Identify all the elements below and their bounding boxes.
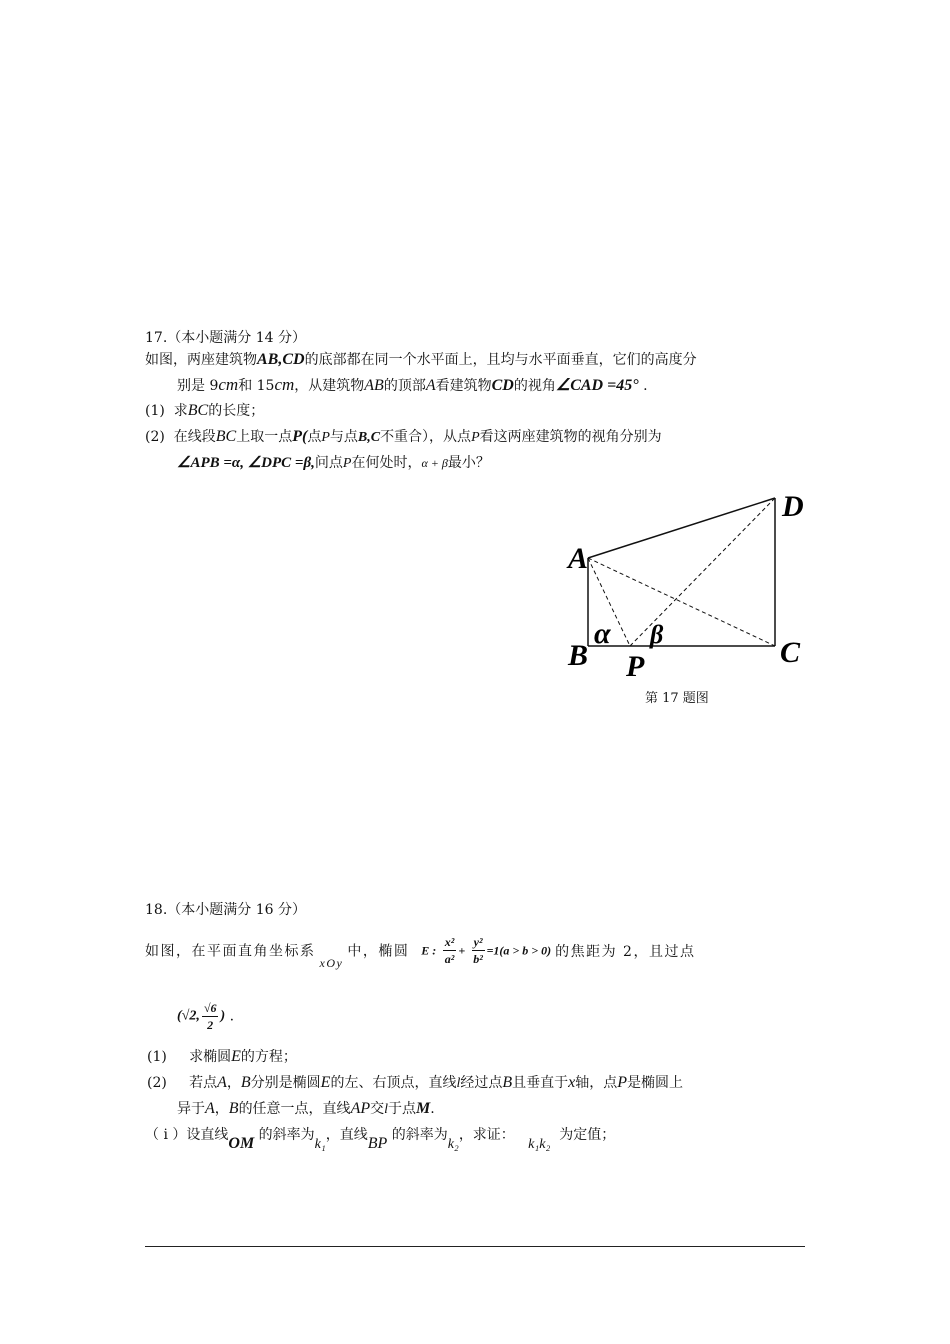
label-b: B [568,639,589,672]
q18-text: 设直线 [186,1127,229,1143]
q18-math-om: OM [228,1135,255,1152]
q18-math-k2: k₂ [447,1137,459,1152]
q17-text: 的长度； [208,403,265,419]
q18-part2-number: (2) [147,1075,167,1091]
q17-text: 的视角 [513,378,556,394]
q17-text: 求 [173,403,188,419]
q17-part1-number: (1) [145,403,165,419]
q18-text: 求椭圆 [189,1049,232,1065]
q17-text: 上取一点 [236,429,293,445]
q18-math-xoy: xOy [319,955,344,970]
q18-text: 经过点 [460,1075,503,1091]
q18-text: 若点 [189,1075,218,1091]
q17-unit-cm: cm [274,375,295,394]
q18-part-i [145,1124,615,1153]
q18-text: 的焦距为 2，且过点 [555,943,696,960]
q18-part2-line2 [177,1098,435,1118]
label-beta: β [650,620,664,649]
fraction-numerator: x² [444,935,455,949]
q17-math-bc: BC [187,402,209,419]
q18-math-rhs: =1(a > b > 0) [486,943,552,958]
q18-math-x: x [568,1074,576,1091]
q18-line1 [145,934,695,971]
q18-math-plus: + [458,943,466,958]
fraction-x2-a2 [443,934,457,967]
q18-math-b: B [502,1074,513,1091]
q18-math-b: B [240,1074,251,1091]
fraction-numerator: √6 [203,1001,217,1015]
q17-text: 看这两座建筑物的视角分别为 [479,429,662,445]
q17-math-p: P [342,456,352,471]
q18-math-k1: k₁ [314,1137,326,1152]
q18-text: 的斜率为 [391,1127,448,1143]
label-a: A [568,542,589,575]
q17-line1 [145,349,697,369]
label-c: C [780,636,801,669]
q17-text: 的底部都在同一个水平面上，且均与水平面垂直，它们的高度分 [304,352,697,368]
q18-math-point-open: (√2, [177,1008,200,1024]
q18-math-e: E [231,1048,241,1065]
q17-unit-cm: cm [218,375,239,394]
q18-math-bp: BP [367,1135,388,1152]
q18-math-e: E : [421,943,437,958]
q17-math-bc: BC [215,428,237,445]
q17-math-b-c: B,C [357,430,381,445]
q18-text: 轴，点 [575,1075,618,1091]
q18-text: 且垂直于 [512,1075,569,1091]
q18-part2-line1 [147,1072,683,1092]
q18-math-l: l [384,1102,388,1117]
q17-math-a: A [425,377,436,394]
q18-text: 于点 [388,1101,416,1117]
q17-math-p: P [321,430,330,445]
q17-text: . [643,378,648,394]
dashed-ac [588,558,775,646]
q17-math-angles: ∠APB =α, ∠DPC =β, [177,455,315,471]
q18-ellipse-equation [421,934,551,967]
q17-math-p: P( [292,428,308,445]
q18-point [177,1000,234,1033]
q17-header: 17.（本小题满分 14 分） [145,330,306,346]
q18-text: ， [214,1101,229,1117]
q17-text: 问点 [314,455,343,471]
q17-text: 点 [307,429,322,445]
q18-text: 如图，在平面直角坐标系 [145,943,316,960]
q18-math-ap: AP [350,1100,371,1117]
q18-header: 18.（本小题满分 16 分） [145,902,306,918]
q18-text: . [430,1101,435,1117]
q18-text: 交 [370,1101,385,1117]
q18-text: . [229,1008,235,1025]
q17-text: 最小？ [447,455,490,471]
fraction-denominator: b² [473,952,483,966]
q17-text: 在何处时， [351,455,422,471]
footer-rule [145,1246,805,1247]
q17-text: 别是 9 [177,378,219,394]
q17-text: 在线段 [173,429,216,445]
q17-math-p: P [471,430,480,445]
q18-math-l: l [456,1076,461,1091]
q18-math-k1k2: k₁k₂ [528,1137,551,1152]
q18-text: 的斜率为 [258,1127,315,1143]
fraction-sqrt6-2 [202,1000,219,1033]
q17-part2-number: (2) [145,429,165,445]
fraction-denominator: a² [444,952,455,966]
q18-text: 的任意一点，直线 [238,1101,351,1117]
q18-part1-number: (1) [147,1049,167,1065]
q18-text: ， [226,1075,241,1091]
q18-text: ，直线 [325,1127,368,1143]
q17-text: 如图，两座建筑物 [145,352,257,368]
q17-text: 和 15 [238,378,275,394]
q18-part-i-number: （ i ） [145,1127,187,1143]
q17-line2 [177,375,648,395]
fraction-numerator: y² [473,935,483,949]
q18-math-point-close: ) [220,1008,226,1024]
q17-text: 的顶部 [383,378,426,394]
q18-math-a: A [217,1074,227,1091]
q17-text: 看建筑物 [435,378,492,394]
q17-math-cd: CD [491,377,514,394]
q18-math-p: P [617,1074,628,1091]
q17-math-angle-cad: ∠CAD =45° [555,377,639,394]
q17-math-ab: AB [364,377,384,394]
q18-text: 中，椭圆 [347,943,410,960]
label-p: P [626,650,645,683]
q17-figure [560,490,820,690]
q18-math-m: M [416,1100,431,1117]
q18-text: ，求证： [458,1127,515,1143]
q17-part1 [145,400,264,420]
fraction-y2-b2 [472,934,485,967]
q18-text: 分别是椭圆 [250,1075,321,1091]
figure-caption: 第 17 题图 [645,691,709,706]
q18-math-b: B [228,1100,239,1117]
q18-math-a: A [205,1100,215,1117]
q17-math-alpha-beta: α + β [421,456,448,470]
edge-ad [588,498,775,558]
q18-text: 是椭圆上 [627,1075,684,1091]
q17-text: ，从建筑物 [294,378,365,394]
q17-math-ab-cd: AB,CD [257,351,305,368]
q18-part1 [147,1046,297,1066]
q17-text: 不重合），从点 [380,429,472,445]
q18-text: 为定值； [559,1127,616,1143]
fraction-denominator: 2 [207,1018,214,1032]
q18-math-e: E [320,1074,331,1091]
q18-text: 的方程； [240,1049,297,1065]
q17-part2-line2 [177,452,490,472]
label-alpha: α [594,617,611,650]
q17-text: 与点 [329,429,358,445]
label-d: D [782,490,804,523]
q18-text: 异于 [177,1101,205,1117]
q18-text: 的左、右顶点，直线 [330,1075,457,1091]
q17-part2-line1 [145,426,662,446]
